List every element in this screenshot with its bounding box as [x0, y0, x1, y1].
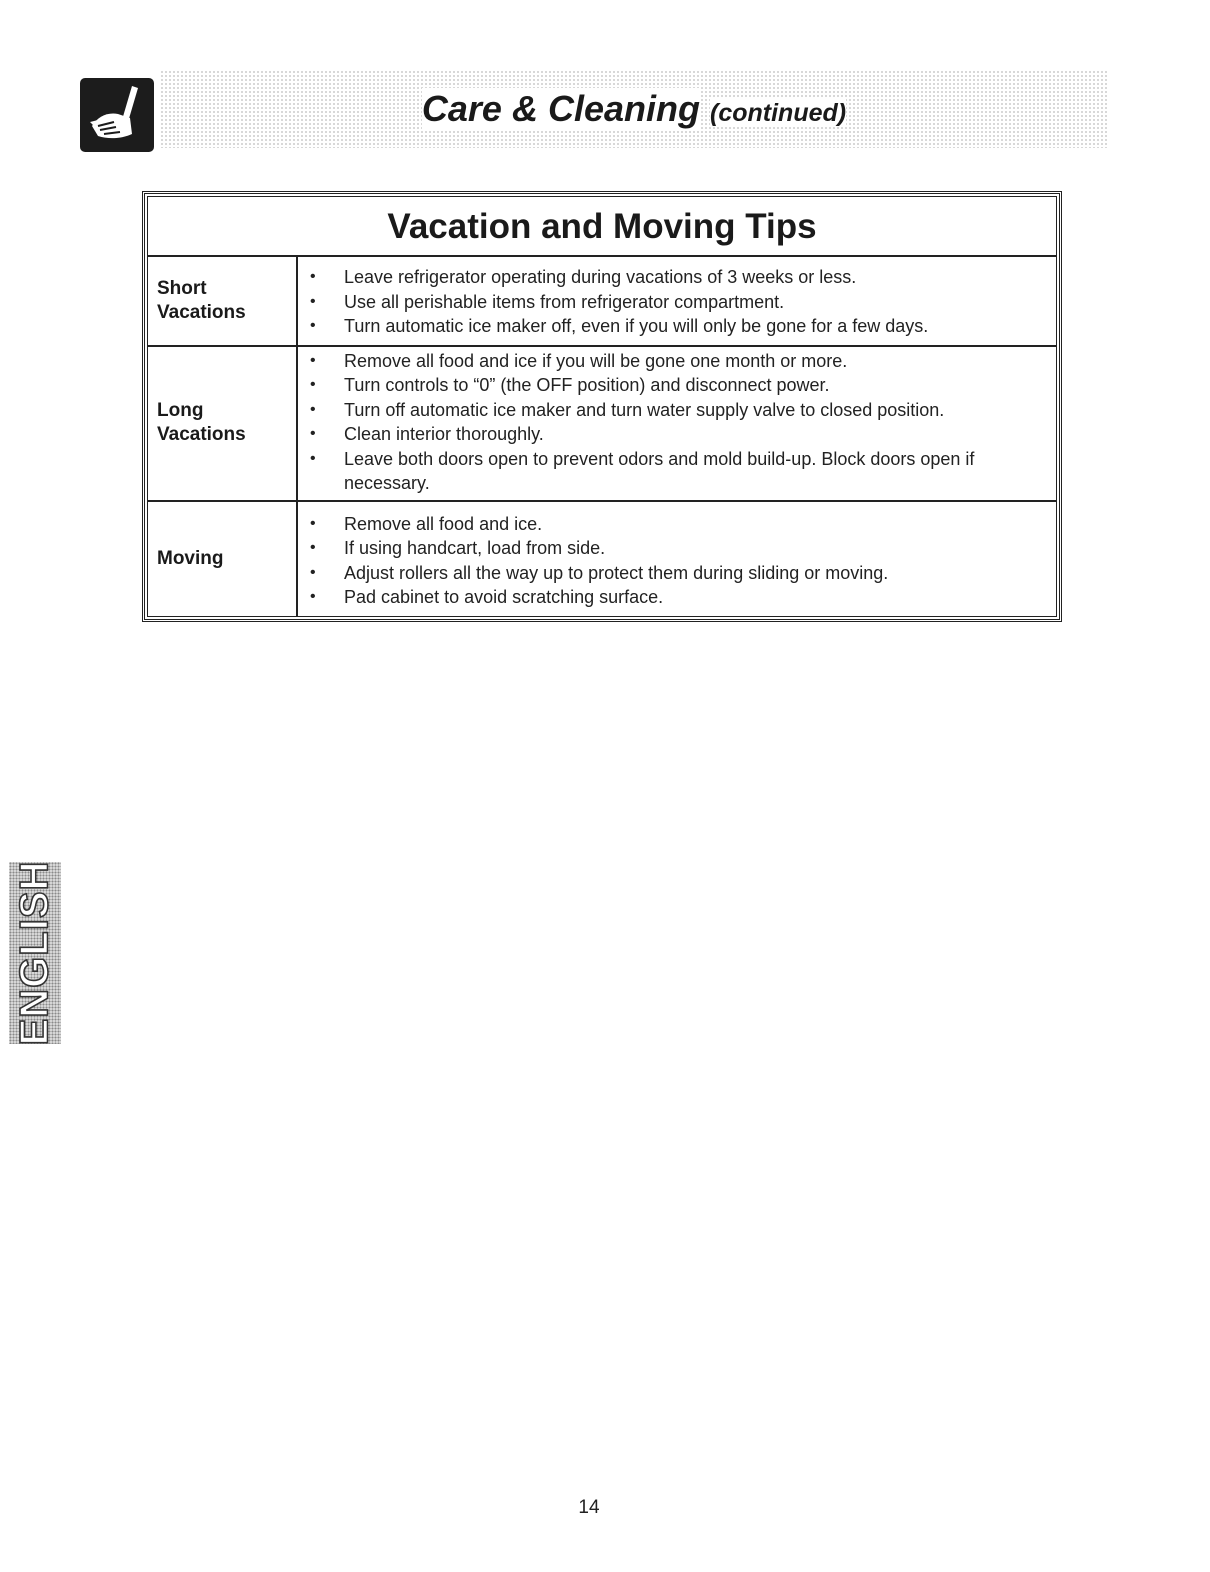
list-item: • Turn off automatic ice maker and turn water supply valve to closed position.	[298, 398, 1046, 423]
row-label: Short Vacations	[148, 257, 298, 345]
tip-list	[298, 257, 1056, 345]
vacation-moving-tips-table	[142, 191, 1062, 622]
list-item: • Leave both doors open to prevent odors and mold build-up. Block doors open if necessary.	[298, 447, 1046, 496]
list-item: • Remove all food and ice.	[298, 512, 1046, 537]
page-header-title	[160, 88, 1108, 130]
table-row-long-vacations	[148, 347, 1056, 502]
table-row-short-vacations	[148, 257, 1056, 347]
list-item: • If using handcart, load from side.	[298, 536, 1046, 561]
row-label: Long Vacations	[148, 347, 298, 500]
language-tab-label: ENGLISH	[12, 860, 57, 1046]
section-title-suffix: (continued)	[710, 99, 847, 127]
tip-list	[298, 347, 1056, 500]
list-item: • Clean interior thoroughly.	[298, 422, 1046, 447]
list-item: • Use all perishable items from refrigerator compartment.	[298, 290, 1046, 315]
row-label: Moving	[148, 502, 298, 616]
list-item: • Remove all food and ice if you will be gone one month or more.	[298, 349, 1046, 374]
list-item: • Leave refrigerator operating during vacations of 3 weeks or less.	[298, 265, 1046, 290]
list-item: • Turn automatic ice maker off, even if you will only be gone for a few days.	[298, 314, 1046, 339]
tips-table-title: Vacation and Moving Tips	[148, 197, 1056, 257]
page-number: 14	[578, 1497, 600, 1518]
list-item: • Turn controls to “0” (the OFF position) and disconnect power.	[298, 373, 1046, 398]
list-item: • Adjust rollers all the way up to protect them during sliding or moving.	[298, 561, 1046, 586]
table-row-moving	[148, 502, 1056, 616]
cleaning-hand-icon	[80, 78, 154, 152]
tip-list	[298, 502, 1056, 616]
language-tab	[9, 862, 61, 1044]
section-title: Care & Cleaning	[421, 88, 700, 129]
list-item: • Pad cabinet to avoid scratching surface.	[298, 585, 1046, 610]
